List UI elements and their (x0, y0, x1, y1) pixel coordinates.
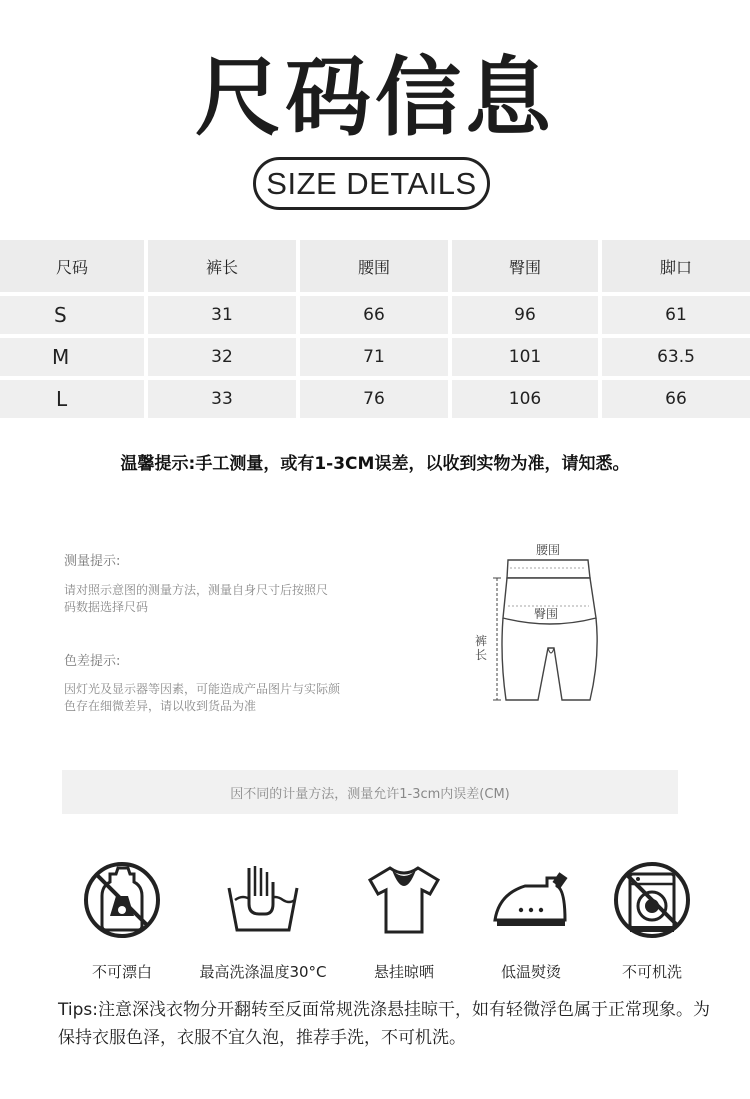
waist-label: 腰围 (536, 543, 561, 557)
measure-tips-text: 请对照示意图的测量方法，测量自身尺寸后按照尺码数据选择尺码 (64, 583, 329, 614)
column-header-size: 尺码 (0, 240, 144, 292)
care-label: 不可漂白 (91, 963, 152, 981)
hang-dry-icon (364, 860, 444, 940)
care-label: 低温熨烫 (500, 963, 561, 981)
care-item-no-machine-wash (582, 860, 722, 990)
measure-tips-heading: 测量提示: (64, 554, 121, 569)
table-cell: 106 (452, 380, 598, 418)
column-header-length: 裤长 (148, 240, 296, 292)
length-label: 裤长 (475, 634, 488, 662)
page-title: 尺码信息 (195, 48, 555, 148)
table-cell: 71 (300, 338, 448, 376)
low-iron-icon (491, 860, 571, 940)
table-cell: L (0, 380, 144, 418)
shorts-outline-icon (470, 538, 630, 708)
hand-wash-icon (223, 860, 303, 940)
column-header-hip: 臀围 (452, 240, 598, 292)
care-label: 不可机洗 (621, 963, 682, 981)
table-cell: S (0, 296, 144, 334)
care-item-hang-dry (334, 860, 474, 990)
table-row (0, 338, 750, 376)
care-label: 悬挂晾晒 (373, 963, 434, 981)
table-cell: 33 (148, 380, 296, 418)
subtitle-badge: SIZE DETAILS (253, 157, 490, 210)
no-bleach-icon (82, 860, 162, 940)
table-cell: 76 (300, 380, 448, 418)
table-row (0, 380, 750, 418)
care-item-hand-wash (193, 860, 333, 990)
table-cell: 31 (148, 296, 296, 334)
shorts-diagram (470, 538, 630, 708)
table-cell: 66 (602, 380, 750, 418)
table-cell: 66 (300, 296, 448, 334)
color-tips-heading: 色差提示: (64, 654, 121, 669)
care-label: 最高洗涤温度30°C (199, 963, 327, 981)
care-tips-text: Tips:注意深浅衣物分开翻转至反面常规洗涤悬挂晾干，如有轻微浮色属于正常现象。为保持衣服色泽，衣服不宜久泡，推荐手洗，不可机洗。 (58, 1000, 710, 1048)
no-machine-wash-icon (612, 860, 692, 940)
care-item-low-iron (461, 860, 601, 990)
table-cell: 63.5 (602, 338, 750, 376)
measurement-notice: 温馨提示:手工测量，或有1-3CM误差，以收到实物为准，请知悉。 (120, 454, 630, 474)
table-cell: 96 (452, 296, 598, 334)
column-header-waist: 腰围 (300, 240, 448, 292)
table-cell: 101 (452, 338, 598, 376)
tolerance-note: 因不同的计量方法，测量允许1-3cm内误差(CM) (62, 770, 678, 814)
table-cell: 61 (602, 296, 750, 334)
table-cell: M (0, 338, 144, 376)
table-header-row (0, 240, 750, 292)
column-header-hem: 脚口 (602, 240, 750, 292)
hip-label: 臀围 (534, 607, 559, 621)
care-item-no-bleach (52, 860, 192, 990)
color-tips-text: 因灯光及显示器等因素，可能造成产品图片与实际颜色存在细微差异，请以收到货品为准 (64, 682, 341, 713)
table-row (0, 296, 750, 334)
table-cell: 32 (148, 338, 296, 376)
